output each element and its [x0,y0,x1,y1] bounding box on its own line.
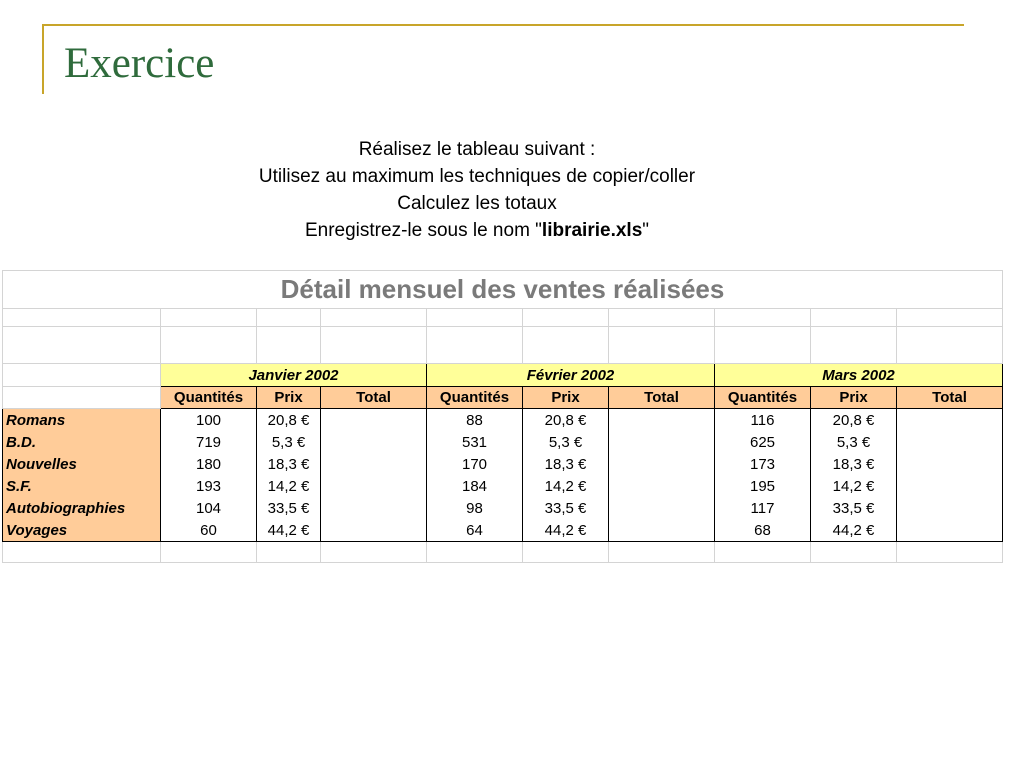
column-header-total: Total [897,387,1003,409]
cell-quantity[interactable]: 719 [161,431,257,453]
cell-price[interactable]: 44,2 € [257,519,321,542]
cell-quantity[interactable]: 98 [427,497,523,519]
cell-total[interactable] [897,409,1003,432]
month-header-february: Février 2002 [427,364,715,387]
cell-total[interactable] [897,519,1003,542]
cell-price[interactable]: 5,3 € [811,431,897,453]
cell-total[interactable] [609,453,715,475]
cell-price[interactable]: 18,3 € [257,453,321,475]
column-header-quantity: Quantités [161,387,257,409]
instruction-line-1: Réalisez le tableau suivant : [358,139,596,160]
row-category[interactable]: Romans [3,409,161,432]
cell-price[interactable]: 5,3 € [257,431,321,453]
cell-price[interactable]: 14,2 € [811,475,897,497]
cell-quantity[interactable]: 88 [427,409,523,432]
column-header-quantity: Quantités [427,387,523,409]
cell-price[interactable]: 33,5 € [257,497,321,519]
cell-price[interactable]: 20,8 € [811,409,897,432]
cell-price[interactable]: 20,8 € [523,409,609,432]
cell-quantity[interactable]: 100 [161,409,257,432]
row-category[interactable]: S.F. [3,475,161,497]
cell-price[interactable]: 33,5 € [811,497,897,519]
column-header-price: Prix [811,387,897,409]
cell-total[interactable] [321,431,427,453]
cell-price[interactable]: 33,5 € [523,497,609,519]
cell-total[interactable] [897,453,1003,475]
column-header-quantity: Quantités [715,387,811,409]
cell-quantity[interactable]: 180 [161,453,257,475]
cell-price[interactable]: 18,3 € [811,453,897,475]
cell-total[interactable] [609,409,715,432]
table-row [3,431,1003,453]
column-header-price: Prix [523,387,609,409]
cell-quantity[interactable]: 60 [161,519,257,542]
cell-quantity[interactable]: 104 [161,497,257,519]
cell-price[interactable]: 44,2 € [523,519,609,542]
table-row [3,475,1003,497]
cell-price[interactable]: 18,3 € [523,453,609,475]
month-header-january: Janvier 2002 [161,364,427,387]
cell-quantity[interactable]: 625 [715,431,811,453]
cell-price[interactable]: 14,2 € [257,475,321,497]
cell-total[interactable] [321,519,427,542]
cell-total[interactable] [609,497,715,519]
cell-total[interactable] [897,431,1003,453]
cell-price[interactable]: 20,8 € [257,409,321,432]
cell-price[interactable]: 5,3 € [523,431,609,453]
instruction-line-4 [0,217,954,244]
instruction-suffix: " [642,220,650,241]
cell-quantity[interactable]: 184 [427,475,523,497]
cell-total[interactable] [321,475,427,497]
cell-quantity[interactable]: 173 [715,453,811,475]
cell-total[interactable] [897,475,1003,497]
blank-row [3,327,1003,364]
table-row [3,453,1003,475]
cell-total[interactable] [897,497,1003,519]
month-header-march: Mars 2002 [715,364,1003,387]
cell-total[interactable] [321,453,427,475]
column-header-total: Total [609,387,715,409]
cell-price[interactable]: 44,2 € [811,519,897,542]
month-header-row [3,364,1003,387]
blank-row [3,309,1003,327]
cell-quantity[interactable]: 195 [715,475,811,497]
instruction-line-3: Calculez les totaux [397,193,557,214]
cell-quantity[interactable]: 170 [427,453,523,475]
cell-quantity[interactable]: 64 [427,519,523,542]
column-header-price: Prix [257,387,321,409]
cell-quantity[interactable]: 116 [715,409,811,432]
table-row [3,497,1003,519]
table-row [3,519,1003,542]
cell-total[interactable] [321,409,427,432]
cell-quantity[interactable]: 68 [715,519,811,542]
cell-total[interactable] [609,431,715,453]
row-category[interactable]: Voyages [3,519,161,542]
table-title: Détail mensuel des ventes réalisées [3,271,1003,309]
cell-quantity[interactable]: 193 [161,475,257,497]
column-header-total: Total [321,387,427,409]
column-header-row [3,387,1003,409]
row-category[interactable]: Nouvelles [3,453,161,475]
cell-quantity[interactable]: 531 [427,431,523,453]
cell-quantity[interactable]: 117 [715,497,811,519]
title-top-rule [42,24,964,26]
row-category[interactable]: Autobiographies [3,497,161,519]
cell-total[interactable] [321,497,427,519]
table-row [3,409,1003,432]
instruction-filename: librairie.xls [541,220,643,241]
title-left-rule [42,24,44,94]
instructions [0,136,954,244]
sales-table [2,270,1003,563]
instruction-prefix: Enregistrez-le sous le nom " [304,220,542,241]
row-category[interactable]: B.D. [3,431,161,453]
blank-row [3,542,1003,563]
cell-price[interactable]: 14,2 € [523,475,609,497]
slide-title: Exercice [64,40,215,87]
cell-total[interactable] [609,475,715,497]
instruction-line-2: Utilisez au maximum les techniques de copier/coller [258,166,696,187]
cell-total[interactable] [609,519,715,542]
